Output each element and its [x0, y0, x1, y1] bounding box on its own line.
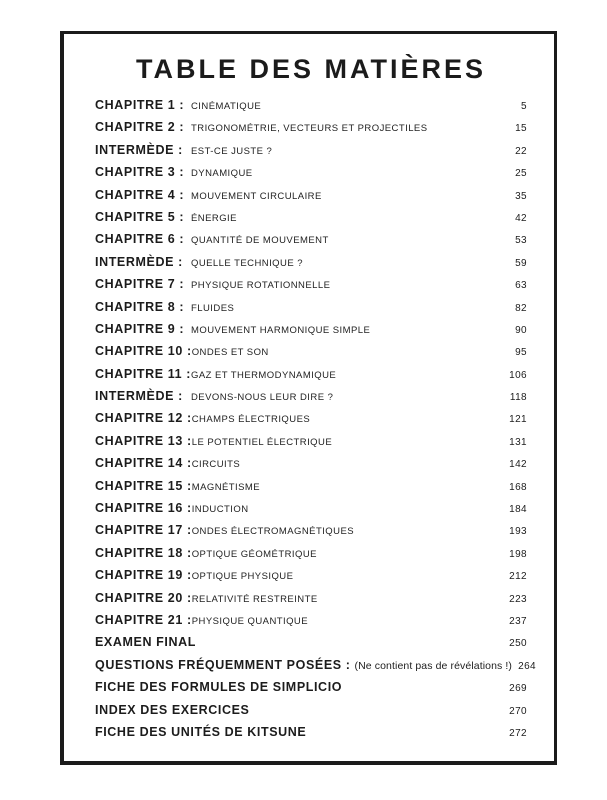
- entry-description: ONDES ÉLECTROMAGNÉTIQUES: [191, 526, 355, 538]
- entry-label: CHAPITRE 2 :: [95, 120, 185, 135]
- entry-label: CHAPITRE 12 :: [95, 411, 192, 426]
- entry-description: FLUIDES: [191, 302, 235, 314]
- entry-label: CHAPITRE 15 :: [95, 478, 192, 493]
- toc-entry-row: [95, 411, 527, 433]
- entry-description: CIRCUITS: [191, 459, 241, 471]
- entry-label: CHAPITRE 1 :: [95, 98, 185, 112]
- toc-entry-row: [95, 389, 527, 411]
- entry-note: (Ne contient pas de révélations !): [354, 659, 513, 672]
- entry-label: INTERMÈDE :: [95, 254, 183, 269]
- toc-entry-row: [95, 479, 527, 501]
- entry-page-number: 82: [515, 302, 527, 314]
- toc-entry-row: [95, 255, 527, 277]
- entry-description: OPTIQUE GÉOMÉTRIQUE: [191, 548, 317, 560]
- entry-label: CHAPITRE 8 :: [95, 299, 185, 314]
- toc-entry-row: [95, 367, 527, 389]
- entry-label: CHAPITRE 10 :: [95, 344, 192, 359]
- toc-entry-row: [95, 434, 527, 456]
- entry-label: CHAPITRE 20 :: [95, 590, 192, 605]
- entry-label: CHAPITRE 21 :: [95, 612, 192, 627]
- toc-entry-row: [95, 210, 527, 232]
- entry-page-number: 59: [515, 257, 527, 269]
- entry-description: CHAMPS ÉLECTRIQUES: [191, 414, 311, 426]
- toc-entry-row: [95, 613, 527, 635]
- entry-description: MOUVEMENT CIRCULAIRE: [191, 190, 322, 202]
- toc-entry-row: [95, 188, 527, 210]
- entry-page-number: 212: [509, 571, 527, 583]
- entry-label: CHAPITRE 5 :: [95, 209, 185, 224]
- entry-label: CHAPITRE 3 :: [95, 165, 185, 180]
- entry-page-number: 250: [509, 638, 527, 650]
- entry-page-number: 15: [515, 123, 527, 135]
- entry-label: INTERMÈDE :: [95, 389, 183, 404]
- entry-page-number: 269: [509, 683, 527, 695]
- toc-entry-row: [95, 165, 527, 187]
- entry-description: QUANTITÉ DE MOUVEMENT: [191, 235, 329, 247]
- entry-page-number: 142: [509, 459, 527, 471]
- entry-page-number: 5: [521, 101, 527, 112]
- toc-entry-row: [95, 591, 527, 613]
- entry-page-number: 106: [509, 369, 527, 381]
- entry-page-number: 264: [518, 660, 537, 672]
- entry-page-number: 223: [509, 593, 527, 605]
- entry-label: EXAMEN FINAL: [95, 635, 196, 650]
- entry-page-number: 270: [509, 705, 527, 717]
- toc-entry-row: [95, 277, 527, 299]
- entry-page-number: 131: [509, 436, 527, 448]
- entry-description: TRIGONOMÉTRIE, VECTEURS ET PROJECTILES: [191, 123, 428, 135]
- entry-label: FICHE DES UNITÉS DE KITSUNE: [95, 724, 307, 739]
- entry-label: CHAPITRE 16 :: [95, 501, 192, 516]
- entry-page-number: 121: [509, 414, 527, 426]
- page-content: [64, 34, 554, 761]
- toc-entry-row: [95, 703, 527, 725]
- toc-entry-row: [95, 501, 527, 523]
- entry-page-number: 168: [509, 481, 527, 493]
- entry-description: QUELLE TECHNIQUE ?: [191, 257, 303, 269]
- entry-label: CHAPITRE 14 :: [95, 456, 192, 471]
- entry-page-number: 272: [509, 727, 527, 739]
- entry-page-number: 95: [515, 347, 527, 359]
- toc-entry-row: [95, 546, 527, 568]
- entry-page-number: 193: [509, 526, 527, 538]
- entry-description: CINÉMATIQUE: [191, 101, 262, 112]
- toc-entry-row: [95, 680, 527, 702]
- page-border: [60, 31, 557, 765]
- entry-label: CHAPITRE 7 :: [95, 277, 185, 292]
- toc-entry-row: [95, 143, 527, 165]
- entry-page-number: 25: [515, 168, 527, 180]
- toc-entry-row: [95, 523, 527, 545]
- entry-description: OPTIQUE PHYSIQUE: [191, 571, 294, 583]
- entry-description: GAZ ET THERMODYNAMIQUE: [191, 369, 337, 381]
- toc-entry-row: [95, 232, 527, 254]
- entry-description: MOUVEMENT HARMONIQUE SIMPLE: [191, 324, 371, 336]
- toc-entry-row: [95, 322, 527, 344]
- toc-entry-row: [95, 568, 527, 590]
- toc-entry-row: [95, 725, 527, 747]
- entry-label: CHAPITRE 18 :: [95, 545, 192, 560]
- entry-page-number: 118: [509, 392, 527, 404]
- entry-page-number: 237: [509, 615, 527, 627]
- entry-label: CHAPITRE 6 :: [95, 232, 185, 247]
- entry-label: CHAPITRE 19 :: [95, 568, 192, 583]
- toc-entry-row: [95, 635, 527, 657]
- entry-page-number: 53: [515, 235, 527, 247]
- entry-description: PHYSIQUE QUANTIQUE: [191, 615, 309, 627]
- toc-entry-row: [95, 456, 527, 478]
- entry-description: RELATIVITÉ RESTREINTE: [191, 593, 318, 605]
- entry-page-number: 63: [515, 280, 527, 292]
- entry-description: INDUCTION: [191, 504, 249, 516]
- entry-label: CHAPITRE 13 :: [95, 433, 192, 448]
- entry-page-number: 198: [509, 548, 527, 560]
- entry-page-number: 35: [515, 190, 527, 202]
- entry-label: INTERMÈDE :: [95, 142, 183, 157]
- entry-description: LE POTENTIEL ÉLECTRIQUE: [191, 436, 333, 448]
- entry-page-number: 184: [509, 504, 527, 516]
- entry-description: DEVONS-NOUS LEUR DIRE ?: [191, 392, 334, 404]
- entry-description: ONDES ET SON: [191, 347, 269, 359]
- entry-label: CHAPITRE 4 :: [95, 187, 185, 202]
- toc-entry-row: [95, 120, 527, 142]
- entry-page-number: 42: [515, 212, 527, 224]
- entry-label: FICHE DES FORMULES DE SIMPLICIO: [95, 680, 343, 695]
- entry-label: CHAPITRE 17 :: [95, 523, 192, 538]
- entry-description: MAGNÉTISME: [191, 481, 261, 493]
- toc-list: [95, 98, 537, 747]
- toc-entry-row: [95, 300, 527, 322]
- entry-label: CHAPITRE 9 :: [95, 321, 185, 336]
- entry-description: EST-CE JUSTE ?: [191, 145, 273, 157]
- page-title: TABLE DES MATIÈRES: [135, 54, 486, 84]
- toc-entry-row: [95, 98, 527, 120]
- entry-page-number: 22: [515, 145, 527, 157]
- entry-description: DYNAMIQUE: [191, 168, 253, 180]
- toc-entry-row: [95, 344, 527, 366]
- entry-description: PHYSIQUE ROTATIONNELLE: [191, 280, 331, 292]
- entry-label: CHAPITRE 11 :: [95, 366, 192, 381]
- entry-description: ÉNERGIE: [191, 212, 237, 224]
- toc-entry-row: [95, 657, 537, 680]
- entry-label: QUESTIONS FRÉQUEMMENT POSÉES :: [95, 657, 351, 672]
- entry-page-number: 90: [515, 324, 527, 336]
- entry-label: INDEX DES EXERCICES: [95, 702, 250, 717]
